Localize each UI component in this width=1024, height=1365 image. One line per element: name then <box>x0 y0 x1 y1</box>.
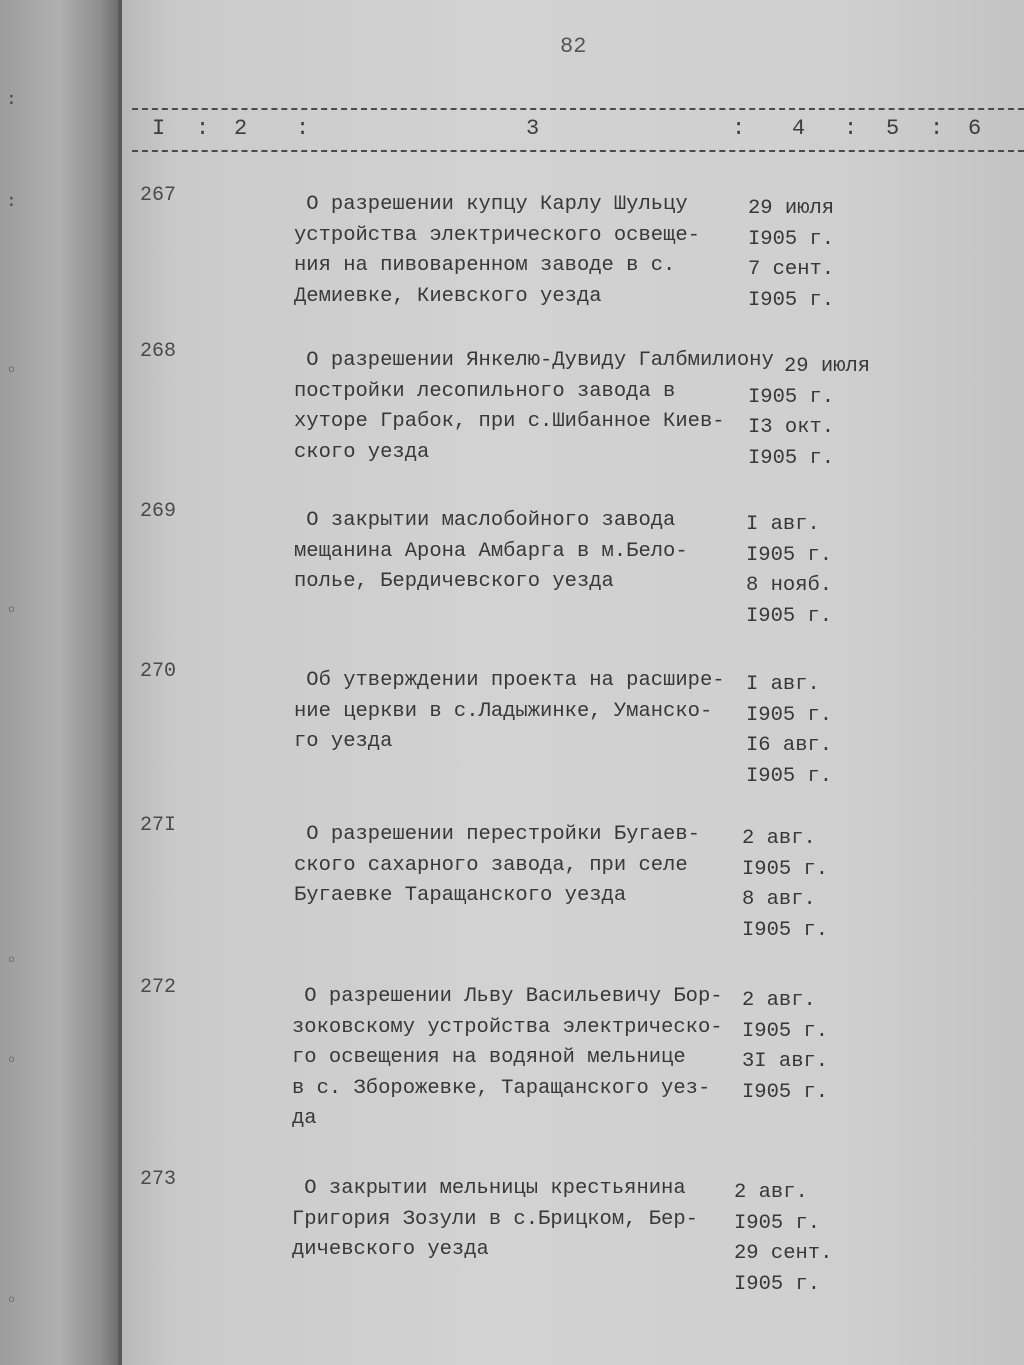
description-line: постройки лесопильного завода в <box>294 379 676 403</box>
description-line: Демиевке, Киевского уезда <box>294 284 602 308</box>
margin-mark: ◦ <box>6 950 17 971</box>
description-line: Об утверждении проекта на расшире- <box>294 669 725 692</box>
description-line: дичевского уезда <box>292 1238 489 1261</box>
header-rule-bottom <box>132 150 1024 152</box>
previous-page-edge <box>0 0 118 1365</box>
column-header-separator: : <box>732 116 746 141</box>
description-line: О разрешении Льву Васильевичу Бор- <box>292 985 723 1008</box>
description-line: устройства электрического освеще- <box>294 223 700 247</box>
description-line: в с. Зборожевке, Таращанского уез- <box>292 1076 711 1100</box>
date-line: I905 г. <box>742 1080 829 1104</box>
margin-mark: : <box>6 190 17 211</box>
date-line: 2 авг. <box>742 989 816 1012</box>
date-line: I905 г. <box>746 703 833 727</box>
entry-number: 268 <box>140 340 177 363</box>
description-line: О разрешении Янкелю-Дувиду Галбмилиону <box>294 349 774 372</box>
entry-dates <box>748 194 928 316</box>
column-header-4: 4 <box>792 116 806 141</box>
entry-description <box>294 666 764 758</box>
description-line: го уезда <box>294 730 393 753</box>
description-line: зоковскому устройства электрическо- <box>292 1015 723 1039</box>
entry-description <box>292 982 762 1135</box>
date-line: 7 сент. <box>748 258 835 281</box>
date-line: I905 г. <box>748 288 835 312</box>
date-line: I905 г. <box>742 1019 829 1043</box>
margin-mark: : <box>6 88 17 109</box>
header-rule-top <box>132 108 1024 110</box>
column-header-separator: : <box>844 116 858 141</box>
date-line: 29 сент. <box>734 1242 833 1265</box>
entry-number: 27I <box>140 814 177 837</box>
entry-description <box>292 1174 762 1266</box>
description-line: О разрешении перестройки Бугаев- <box>294 823 700 846</box>
entry-number: 272 <box>140 976 177 999</box>
description-line: О закрытии маслобойного завода <box>294 509 676 532</box>
margin-mark: ◦ <box>6 1290 17 1311</box>
description-line: ского уезда <box>294 440 430 464</box>
description-line: Григория Зозули в с.Брицком, Бер- <box>292 1207 698 1231</box>
entry-dates <box>742 824 922 946</box>
description-line: О разрешении купцу Карлу Шульцу <box>294 193 688 216</box>
date-line: I905 г. <box>746 604 833 628</box>
date-line: I905 г. <box>742 857 829 881</box>
column-header-separator: : <box>196 116 210 141</box>
date-line: I905 г. <box>748 385 835 409</box>
date-line: I905 г. <box>746 764 833 788</box>
date-line: I6 авг. <box>746 734 833 757</box>
description-line: хуторе Грабок, при с.Шибанное Киев- <box>294 410 725 433</box>
date-line: 29 июля <box>748 197 835 220</box>
entry-description <box>294 346 774 468</box>
entry-dates <box>742 986 922 1108</box>
entry-dates <box>746 670 926 792</box>
entry-description <box>294 506 764 598</box>
date-line: I905 г. <box>734 1272 821 1296</box>
date-line: I905 г. <box>748 446 835 470</box>
date-line: I авг. <box>746 673 820 696</box>
description-line: да <box>292 1107 317 1130</box>
entry-description <box>294 820 764 912</box>
date-line: I905 г. <box>742 918 829 942</box>
date-line: 8 нояб. <box>746 574 833 597</box>
date-line: 2 авг. <box>742 827 816 850</box>
entry-dates <box>748 352 964 474</box>
description-line: ского сахарного завода, при селе <box>294 853 688 877</box>
date-line: 2 авг. <box>734 1181 808 1204</box>
column-header-3: 3 <box>526 116 540 141</box>
entry-number: 269 <box>140 500 177 523</box>
date-line: I905 г. <box>748 227 835 251</box>
entry-number: 270 <box>140 660 177 683</box>
entry-number: 273 <box>140 1168 177 1191</box>
description-line: полье, Бердичевского уезда <box>294 570 614 593</box>
margin-mark: ◦ <box>6 360 17 381</box>
description-line: го освещения на водяной мельнице <box>292 1046 686 1069</box>
description-line: Бугаевке Таращанского уезда <box>294 884 627 907</box>
page-number: 82 <box>560 34 587 59</box>
column-header-5: 5 <box>886 116 900 141</box>
date-line: I авг. <box>746 513 820 536</box>
column-header-6: 6 <box>968 116 982 141</box>
entry-dates <box>734 1178 914 1300</box>
description-line: О закрытии мельницы крестьянина <box>292 1177 686 1200</box>
description-line: ние церкви в с.Ладыжинке, Уманско- <box>294 699 713 723</box>
column-header-1: I <box>152 116 166 141</box>
date-line: 3I авг. <box>742 1050 829 1073</box>
entry-dates <box>746 510 926 632</box>
margin-mark: ◦ <box>6 600 17 621</box>
entry-number: 267 <box>140 184 177 207</box>
date-line: 29 июля <box>784 355 871 378</box>
description-line: мещанина Арона Амбарга в м.Бело- <box>294 539 688 563</box>
entry-description <box>294 190 764 312</box>
margin-mark: ◦ <box>6 1050 17 1071</box>
column-header-separator: : <box>296 116 310 141</box>
date-line: I3 окт. <box>748 416 835 439</box>
column-header-separator: : <box>930 116 944 141</box>
date-line: I905 г. <box>734 1211 821 1235</box>
description-line: ния на пивоваренном заводе в с. <box>294 254 676 277</box>
document-page <box>122 0 1024 1365</box>
date-line: 8 авг. <box>742 888 816 911</box>
date-line: I905 г. <box>746 543 833 567</box>
column-header-2: 2 <box>234 116 248 141</box>
